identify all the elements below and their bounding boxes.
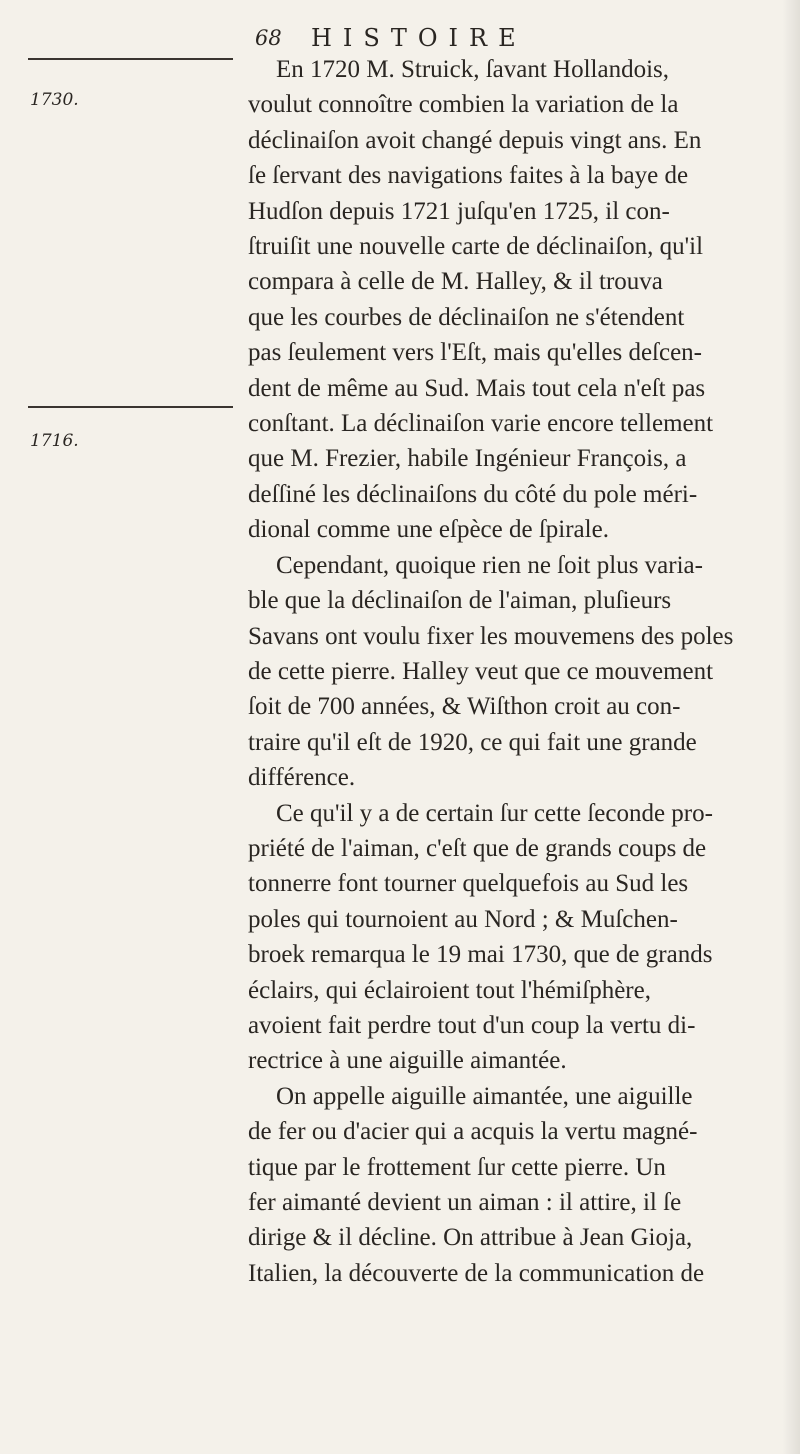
page-edge-shadow	[782, 0, 800, 1454]
text-line: que M. Frezier, habile Ingénieur François, a	[248, 445, 687, 473]
text-line: deſſiné les déclinaiſons du côté du pole méri-	[248, 480, 698, 508]
text-line: Savans ont voulu fixer les mouvemens des poles	[248, 622, 734, 650]
text-line: tonnerre font tourner quelquefois au Sud les	[248, 870, 689, 898]
text-line: pas ſeulement vers l'Eſt, mais qu'elles deſcen-	[248, 339, 703, 367]
text-line: éclairs, qui éclairoient tout l'hémiſphère,	[248, 976, 651, 1004]
text-line: poles qui tournoient au Nord ; & Muſchen-	[248, 905, 678, 933]
text-line: ſe ſervant des navigations faites à la baye de	[248, 162, 689, 190]
text-line: Ce qu'il y a de certain ſur cette ſeconde pro-	[276, 799, 713, 827]
text-line: On appelle aiguille aimantée, une aiguille	[276, 1082, 693, 1110]
text-line: de cette pierre. Halley veut que ce mouvement	[248, 657, 714, 685]
text-line: traire qu'il eſt de 1920, ce qui fait une grande	[248, 728, 697, 756]
text-line: compara à celle de M. Halley, & il trouva	[248, 268, 663, 296]
text-line: différence.	[248, 764, 356, 792]
margin-date-1730: 1730.	[30, 90, 79, 110]
text-line: ſoit de 700 années, & Wiſthon croit au con-	[248, 693, 681, 721]
margin-rule-top	[28, 58, 233, 60]
body-text	[248, 52, 756, 1291]
text-line: que les courbes de déclinaiſon ne s'étendent	[248, 303, 685, 331]
text-line: rectrice à une aiguille aimantée.	[248, 1047, 567, 1075]
text-line: Italien, la découverte de la communication de	[248, 1259, 705, 1287]
text-line: dional comme une eſpèce de ſpirale.	[248, 516, 609, 544]
margin-rule-middle	[28, 406, 233, 408]
text-line: conſtant. La déclinaiſon varie encore tellement	[248, 410, 714, 438]
text-line: de fer ou d'acier qui a acquis la vertu magné-	[248, 1118, 698, 1146]
text-line: En 1720 M. Struick, ſavant Hollandois,	[276, 56, 670, 83]
text-line: priété de l'aiman, c'eſt que de grands coups de	[248, 834, 707, 862]
text-line: déclinaiſon avoit changé depuis vingt ans. En	[248, 126, 702, 154]
text-line: fer aimanté devient un aiman : il attire, il ſe	[248, 1189, 682, 1216]
text-line: avoient fait perdre tout d'un coup la vertu di-	[248, 1011, 696, 1039]
text-line: tique par le frottement ſur cette pierre. Un	[248, 1153, 666, 1181]
text-line: Cependant, quoique rien ne ſoit plus varia-	[276, 551, 703, 579]
text-line: ble que la déclinaiſon de l'aiman, pluſieurs	[248, 587, 672, 615]
text-line: dent de même au Sud. Mais tout cela n'eſt pas	[248, 374, 706, 402]
text-line: Hudſon depuis 1721 juſqu'en 1725, il con-	[248, 197, 670, 225]
running-title: HISTOIRE	[311, 24, 527, 52]
text-line: ſtruiſit une nouvelle carte de déclinaiſon, qu'il	[248, 233, 704, 261]
text-line: voulut connoître combien la variation de la	[248, 91, 679, 119]
page-number: 68	[255, 26, 282, 50]
text-line: dirige & il décline. On attribue à Jean Gioja,	[248, 1224, 693, 1252]
margin-date-1716: 1716.	[30, 431, 79, 451]
text-line: broek remarqua le 19 mai 1730, que de grands	[248, 941, 713, 969]
